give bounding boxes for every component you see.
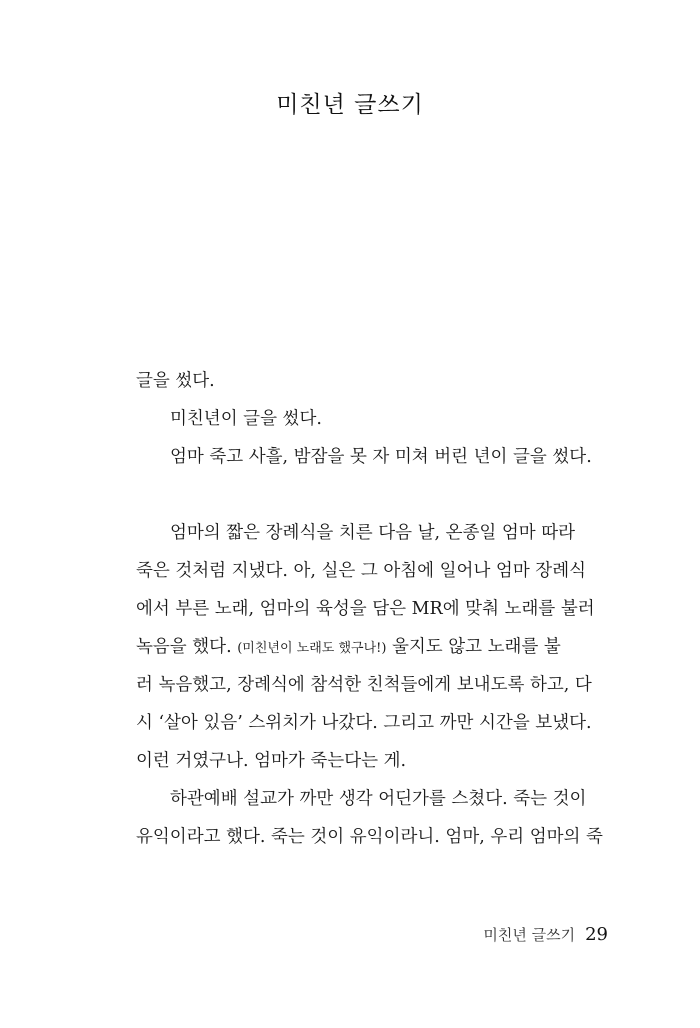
page-number: 29 <box>585 924 608 945</box>
text-line: 이런 거였구나. 엄마가 죽는다는 게. <box>136 751 407 771</box>
text-line: 엄마의 짧은 장례식을 치른 다음 날, 온종일 엄마 따라 <box>170 523 576 543</box>
body-text <box>136 362 608 856</box>
text-line <box>136 628 608 666</box>
parenthetical-aside: (미친년이 노래도 했구나!) <box>237 641 387 656</box>
running-title: 미친년 글쓰기 <box>483 926 576 944</box>
chapter-title: 미친년 글쓰기 <box>276 92 424 118</box>
text-line: 하관예배 설교가 까만 생각 어딘가를 스쳤다. 죽는 것이 <box>170 789 587 809</box>
text-line: 시 ‘살아 있음’ 스위치가 나갔다. 그리고 까만 시간을 보냈다. <box>136 713 592 733</box>
text-line: 러 녹음했고, 장례식에 참석한 친척들에게 보내도록 하고, 다 <box>136 675 592 695</box>
text-line: 에서 부른 노래, 엄마의 육성을 담은 MR에 맞춰 노래를 불러 <box>136 599 595 619</box>
text-line: 죽은 것처럼 지냈다. 아, 실은 그 아침에 일어나 엄마 장례식 <box>136 561 587 581</box>
text-line: 유익이라고 했다. 죽는 것이 유익이라니. 엄마, 우리 엄마의 죽 <box>136 827 603 847</box>
paragraph-gap <box>136 476 608 514</box>
text-segment: 녹음을 했다. <box>136 637 238 657</box>
text-line: 미친년이 글을 썼다. <box>170 409 322 429</box>
text-line: 엄마 죽고 사흘, 밤잠을 못 자 미쳐 버린 년이 글을 썼다. <box>170 447 592 467</box>
page-footer <box>483 924 608 945</box>
text-segment: 울지도 않고 노래를 불 <box>386 637 561 657</box>
text-line: 글을 썼다. <box>136 371 215 391</box>
